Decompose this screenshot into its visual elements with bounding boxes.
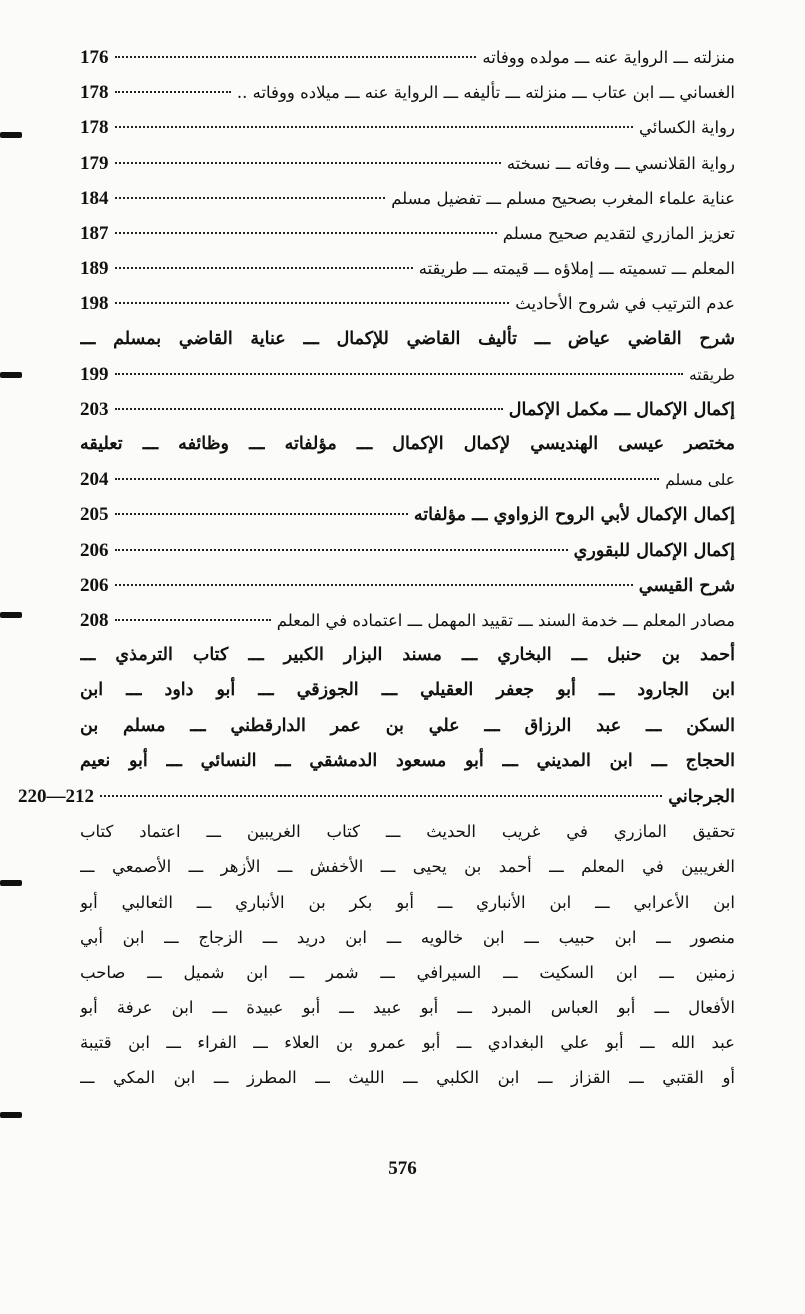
dot-leader xyxy=(115,619,271,621)
toc-entry xyxy=(80,497,735,532)
toc-entry xyxy=(80,146,735,181)
toc-entry-page: 204 xyxy=(80,469,109,491)
page-number: 576 xyxy=(388,1158,417,1179)
toc-entry xyxy=(80,216,735,251)
dot-leader xyxy=(115,373,683,375)
toc-entry-page: 189 xyxy=(80,258,109,280)
toc-entry-title: رواية القلانسي ـــ وفاته ـــ نسخته xyxy=(506,153,735,173)
toc-entry-page: 187 xyxy=(80,222,109,244)
paragraph-line: الأفعال ـــ أبو العباس المبرد ـــ أبو عبيد ـــ أبو عبيدة ـــ ابن عرفة أبو xyxy=(80,998,735,1018)
toc-entry-page: 184 xyxy=(80,187,109,209)
toc-entry-title: على مسلم xyxy=(665,471,735,490)
toc-entry-page: 176 xyxy=(80,47,109,68)
dot-leader xyxy=(115,232,497,234)
dot-leader xyxy=(115,408,503,410)
toc-entry xyxy=(80,75,735,110)
scan-binding-mark xyxy=(0,372,22,378)
toc-entry-page: 203 xyxy=(80,398,109,420)
toc-entry xyxy=(80,181,735,216)
toc-entry-title: منزلته ـــ الرواية عنه ـــ مولده ووفاته xyxy=(482,48,735,67)
dot-leader xyxy=(100,795,662,797)
paragraph-line: السكن ـــ عبد الرزاق ـــ علي بن عمر الدارقطني ـــ مسلم بن xyxy=(80,715,735,736)
toc-entry-title: تعزيز المازري لتقديم صحيح مسلم xyxy=(502,223,735,243)
toc-entry-title: إكمال الإكمال لأبي الروح الزواوي ـــ مؤلفاته xyxy=(413,505,735,526)
toc-entry xyxy=(80,40,735,75)
toc-entry-page: 178 xyxy=(80,117,109,139)
dot-leader xyxy=(115,197,386,199)
toc-entry-title: الغساني ـــ ابن عتاب ـــ منزلته ـــ تأليفه ـــ الرواية عنه ـــ ميلاده ووفاته .. xyxy=(236,83,735,103)
dot-leader xyxy=(115,126,633,128)
paragraph-line: أو القتبي ـــ القزاز ـــ ابن الكلبي ـــ الليث ـــ المطرز ـــ ابن المكي ـــ xyxy=(80,1068,735,1088)
dot-leader xyxy=(115,267,413,269)
toc-entry-title: عناية علماء المغرب بصحيح مسلم ـــ تفضيل مسلم xyxy=(391,188,735,208)
dot-leader xyxy=(115,56,477,58)
paragraph-line: الحجاج ـــ ابن المديني ـــ أبو مسعود الدمشقي ـــ النسائي ـــ أبو نعيم xyxy=(80,750,735,771)
toc-entry xyxy=(80,603,735,638)
scan-binding-mark xyxy=(0,880,22,886)
toc-entry-page: 206 xyxy=(80,574,109,596)
toc-entry-title: شرح القاضي عياض ـــ تأليف القاضي للإكمال ـــ عناية القاضي بمسلم ـــ xyxy=(80,328,735,349)
toc-entry xyxy=(80,462,735,497)
toc-entry xyxy=(80,110,735,145)
toc-entry-title: شرح القيسي xyxy=(638,575,735,596)
toc-entry-page: 205 xyxy=(80,504,109,526)
table-of-contents xyxy=(18,40,735,1096)
toc-entry xyxy=(80,392,735,427)
toc-entry-page: 208 xyxy=(80,610,109,631)
toc-entry-title: مصادر المعلم ـــ خدمة السند ـــ تقييد المهمل ـــ اعتماده في المعلم xyxy=(276,611,735,630)
toc-entry-title: طريقته xyxy=(688,365,735,384)
paragraph-line: تحقيق المازري في غريب الحديث ـــ كتاب الغريبين ـــ اعتماد كتاب xyxy=(80,822,735,842)
scan-binding-mark xyxy=(0,1112,22,1118)
toc-entry-page: 206 xyxy=(80,539,109,561)
toc-entry-title: رواية الكسائي xyxy=(638,118,735,138)
toc-entry-page: 199 xyxy=(80,363,109,385)
toc-entry xyxy=(18,779,735,814)
dot-leader xyxy=(115,302,510,304)
dot-leader xyxy=(115,549,568,551)
toc-entry xyxy=(80,251,735,286)
toc-entry-page: 220—212 xyxy=(18,785,94,807)
dot-leader xyxy=(115,513,408,515)
scan-binding-mark xyxy=(0,132,22,138)
toc-entry xyxy=(80,568,735,603)
toc-entry-title: المعلم ـــ تسميته ـــ إملاؤه ـــ قيمته ـــ طريقته xyxy=(418,259,735,279)
dot-leader xyxy=(115,478,660,480)
paragraph-line: زمنين ـــ ابن السكيت ـــ السيرافي ـــ شمر ـــ ابن شميل ـــ صاحب xyxy=(80,962,735,982)
paragraph-line: منصور ـــ ابن حبيب ـــ ابن خالويه ـــ ابن دريد ـــ الزجاج ـــ ابن أبي xyxy=(80,927,735,947)
toc-entry xyxy=(80,533,735,568)
toc-entry xyxy=(80,286,735,321)
paragraph-line: الغريبين في المعلم ـــ أحمد بن يحيى ـــ الأخفش ـــ الأزهر ـــ الأصمعي ـــ xyxy=(80,857,735,877)
paragraph-line: أحمد بن حنبل ـــ البخاري ـــ مسند البزار الكبير ـــ كتاب الترمذي ـــ xyxy=(80,645,735,666)
paragraph-line: عبد الله ـــ أبو علي البغدادي ـــ أبو عمرو بن العلاء ـــ الفراء ـــ ابن قتيبة xyxy=(80,1033,735,1053)
paragraph-line: ابن الجارود ـــ أبو جعفر العقيلي ـــ الجوزقي ـــ أبو داود ـــ ابن xyxy=(80,680,735,701)
scan-binding-mark xyxy=(0,612,22,618)
toc-entry-page: 198 xyxy=(80,293,109,315)
toc-entry-title: مختصر عيسى الهنديسي لإكمال الإكمال ـــ مؤلفاته ـــ وظائفه ـــ تعليقه xyxy=(80,434,735,455)
dot-leader xyxy=(115,91,231,93)
dot-leader xyxy=(115,584,633,586)
toc-entry xyxy=(80,357,735,392)
toc-entry-title: إكمال الإكمال للبقوري xyxy=(573,540,735,561)
toc-entry-page: 178 xyxy=(80,82,109,104)
paragraph-line: ابن الأعرابي ـــ ابن الأنباري ـــ أبو بكر بن الأنباري ـــ الثعالبي أبو xyxy=(80,892,735,912)
toc-entry-page: 179 xyxy=(80,152,109,174)
toc-entry-title: الجرجاني xyxy=(668,786,735,807)
toc-entry-title: إكمال الإكمال ـــ مكمل الإكمال xyxy=(508,399,735,420)
toc-entry-title: عدم الترتيب في شروح الأحاديث xyxy=(515,294,735,314)
dot-leader xyxy=(115,162,501,164)
